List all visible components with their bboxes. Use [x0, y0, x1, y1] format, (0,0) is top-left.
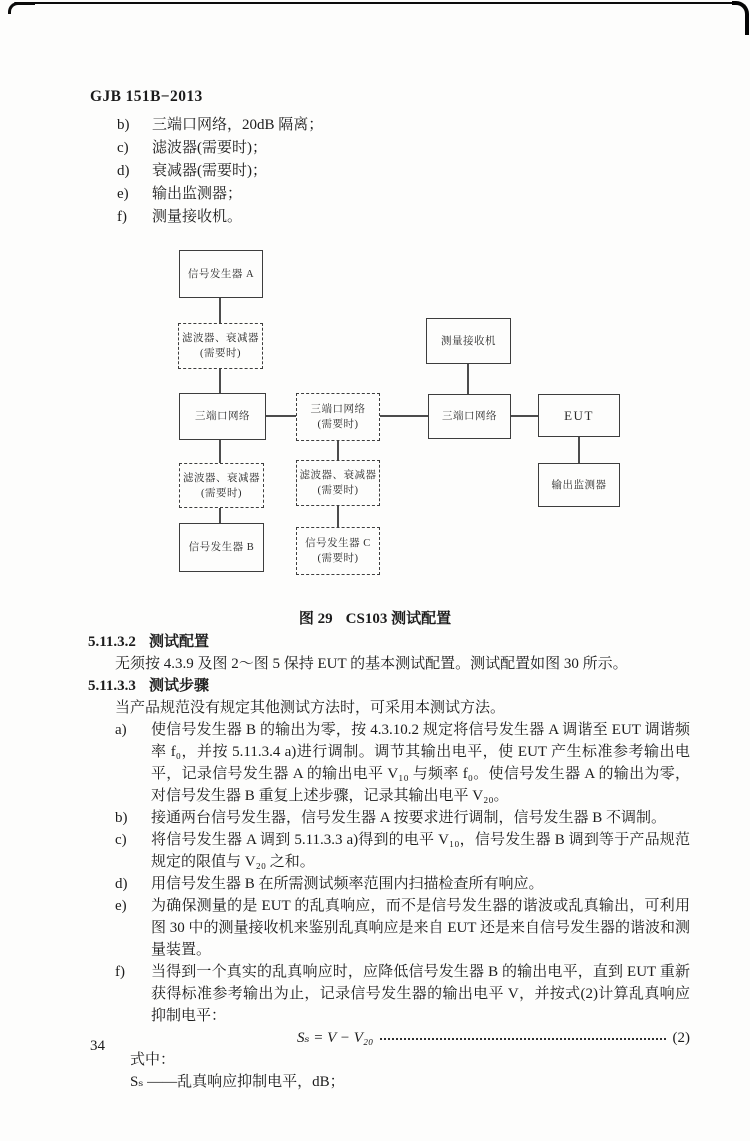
connector-line	[337, 506, 339, 527]
list-item-text: 输出监测器；	[152, 186, 243, 202]
connector-line	[219, 298, 221, 323]
box-sublabel: (需要时)	[201, 487, 242, 499]
box-label: 滤波器、衰减器	[182, 333, 259, 344]
step-text: 为确保测量的是 EUT 的乱真响应，而不是信号发生器的谐波或乱真输出，可利用图 30 中的测量接收机来鉴别乱真响应是来自 EUT 还是来自信号发生器的谐波和测量装置。	[151, 898, 690, 958]
diagram-box-filter-attenuator-a	[178, 323, 263, 369]
box-label: 信号发生器 A	[187, 268, 255, 280]
procedure-step	[115, 719, 690, 807]
list-item	[117, 206, 323, 229]
step-text: 使信号发生器 B 的输出为零，按 4.3.10.2 规定将信号发生器 A 调谐至 EUT 调谐频率 f₀，并按 5.11.3.4 a)进行调制。调节其输出电平，使 EUT 产生标准参考输出电平，记录信号发生器 A 的输出电平 V₁₀ 与频率 f₀。使信号发生器 A 的输出为零，对信号发生器 B 重复上述步骤，记录其输出电平 V₂₀。	[151, 722, 690, 804]
diagram-box-signal-generator-a	[179, 250, 263, 298]
connector-line	[467, 364, 469, 394]
list-item	[117, 160, 323, 183]
step-label: d)	[115, 876, 128, 892]
list-item-text: 三端口网络，20dB 隔离；	[152, 117, 324, 133]
figure-caption-label: 图 29	[298, 611, 333, 627]
section-title: 测试配置	[148, 634, 209, 650]
equation	[297, 1027, 690, 1049]
step-label: b)	[115, 810, 128, 826]
box-label: 三端口网络	[195, 411, 250, 422]
diagram-box-signal-generator-b	[179, 523, 264, 572]
scan-edge-artifact	[8, 2, 35, 14]
connector-line	[266, 415, 296, 417]
section-heading	[88, 631, 690, 653]
box-label: 滤波器、衰减器	[183, 472, 260, 484]
box-label: 滤波器、衰减器	[299, 470, 377, 481]
page-number: 34	[90, 1038, 105, 1054]
diagram-box-three-port-network-left	[179, 393, 266, 440]
step-label: e)	[115, 898, 127, 914]
procedure-step	[115, 807, 690, 829]
procedure-step	[115, 895, 690, 961]
list-item-label: d)	[117, 163, 130, 179]
list-item	[117, 137, 323, 160]
diagram-box-filter-attenuator-c	[296, 460, 380, 506]
section-number: 5.11.3.3	[88, 678, 136, 694]
box-label: 三端口网络	[442, 411, 497, 422]
list-item-text: 衰减器(需要时)；	[152, 163, 267, 179]
box-label: 信号发生器 B	[188, 542, 255, 553]
where-clause-definition: Sₛ ——乱真响应抑制电平，dB；	[130, 1074, 345, 1090]
list-item-label: c)	[117, 140, 129, 156]
section-paragraph: 无须按 4.3.9 及图 2～图 5 保持 EUT 的基本测试配置。测试配置如图 30 所示。	[115, 656, 628, 672]
step-label: c)	[115, 832, 127, 848]
section-paragraph: 当产品规范没有规定其他测试方法时，可采用本测试方法。	[115, 700, 506, 716]
list-item-text: 测量接收机。	[152, 209, 243, 225]
connector-line	[219, 369, 221, 393]
box-label: EUT	[564, 408, 594, 423]
list-item-text: 滤波器(需要时)；	[152, 140, 267, 156]
procedure-step	[115, 829, 690, 873]
test-setup-block-diagram	[0, 240, 750, 608]
procedure-step	[115, 873, 690, 895]
list-item-label: f)	[117, 209, 127, 225]
step-text: 将信号发生器 A 调到 5.11.3.3 a)得到的电平 V₁₀，信号发生器 B 调到等于产品规范规定的限值与 V₂₀ 之和。	[151, 832, 690, 870]
list-item-label: e)	[117, 186, 129, 202]
equation-dot-leader	[380, 1038, 665, 1040]
box-label: 三端口网络	[310, 404, 366, 415]
step-text: 当得到一个真实的乱真响应时，应降低信号发生器 B 的输出电平，直到 EUT 重新获得标准参考输出为止，记录信号发生器的输出电平 V，并按式(2)计算乱真响应抑制电平：	[151, 964, 690, 1024]
figure-caption	[0, 607, 750, 628]
box-label: 测量接收机	[441, 335, 496, 347]
connector-line	[219, 508, 221, 523]
connector-line	[337, 441, 339, 460]
procedure-step	[115, 961, 690, 1027]
diagram-box-filter-attenuator-b	[179, 463, 264, 508]
document-body	[88, 631, 690, 1093]
equation-expression: Sₛ = V − V₂₀	[297, 1030, 374, 1046]
box-sublabel: (需要时)	[200, 348, 241, 359]
section-title: 测试步骤	[148, 678, 209, 694]
scan-edge-artifact	[732, 1, 749, 35]
where-clause-label: 式中：	[130, 1052, 176, 1068]
diagram-box-three-port-network-mid	[296, 393, 380, 441]
list-item	[117, 183, 323, 206]
equation-number: (2)	[672, 1030, 690, 1046]
connector-line	[380, 415, 428, 417]
box-sublabel: (需要时)	[317, 553, 359, 564]
connector-line	[219, 440, 221, 463]
diagram-box-output-monitor	[538, 463, 620, 507]
step-text: 用信号发生器 B 在所需测试频率范围内扫描检查所有响应。	[151, 876, 544, 892]
section-heading	[88, 675, 690, 697]
list-item	[117, 114, 323, 137]
diagram-box-signal-generator-c	[296, 527, 380, 575]
box-label: 信号发生器 C	[305, 538, 371, 549]
document-standard-number: GJB 151B−2013	[90, 88, 203, 105]
section-number: 5.11.3.2	[88, 634, 136, 650]
figure-caption-title: CS103 测试配置	[345, 611, 452, 627]
list-item-label: b)	[117, 117, 130, 133]
step-text: 接通两台信号发生器，信号发生器 A 按要求进行调制，信号发生器 B 不调制。	[151, 810, 667, 826]
scan-edge-artifact	[14, 2, 738, 4]
step-label: f)	[115, 964, 125, 980]
diagram-box-measurement-receiver	[426, 318, 511, 364]
diagram-box-three-port-network-right	[428, 394, 511, 439]
diagram-box-eut	[538, 394, 620, 437]
box-sublabel: (需要时)	[317, 419, 359, 430]
step-label: a)	[115, 722, 127, 738]
equipment-list	[117, 114, 323, 229]
connector-line	[578, 437, 580, 463]
connector-line	[511, 415, 538, 417]
box-label: 输出监测器	[551, 479, 607, 491]
box-sublabel: (需要时)	[317, 485, 359, 496]
